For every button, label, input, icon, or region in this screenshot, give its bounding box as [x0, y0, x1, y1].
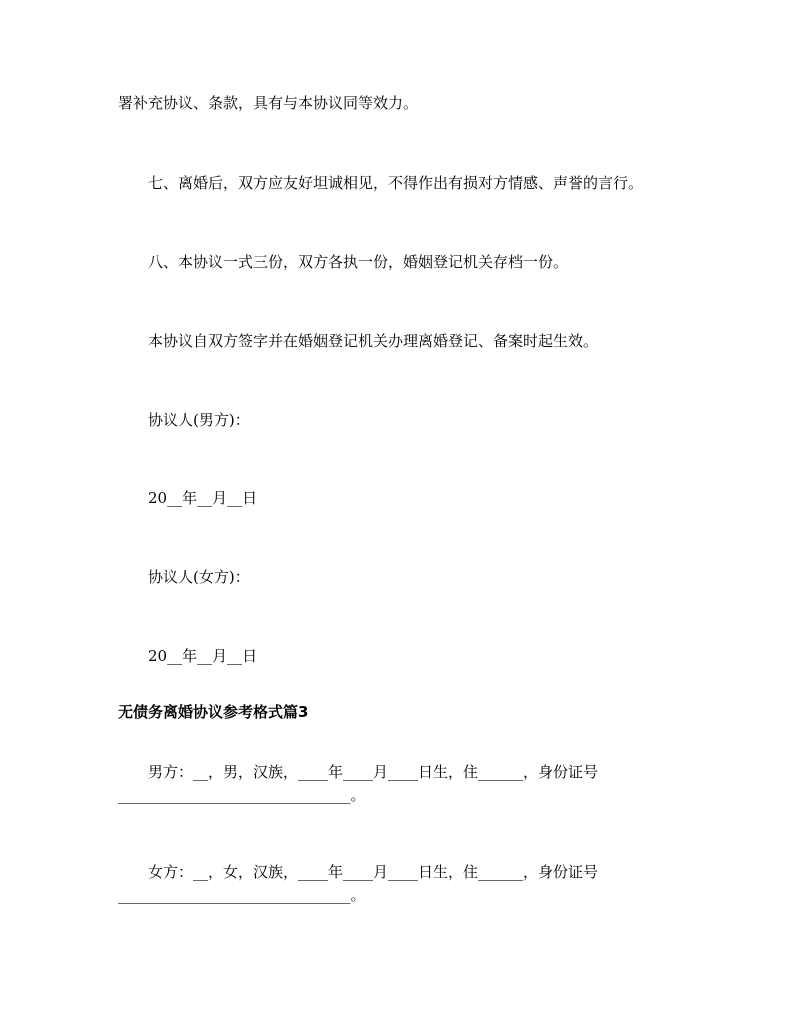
clause-8: 八、本协议一式三份，双方各执一份，婚姻登记机关存档一份。 — [148, 253, 569, 271]
signature-date-male: 20__年__月__日 — [148, 489, 258, 507]
male-party-line-2: _______________________________。 — [118, 786, 366, 804]
female-party-line-2: _______________________________。 — [118, 886, 366, 904]
signature-date-female: 20__年__月__日 — [148, 647, 258, 665]
signer-female-label: 协议人(女方)： — [148, 568, 250, 586]
clause-7: 七、离婚后，双方应友好坦诚相见，不得作出有损对方情感、声誉的言行。 — [148, 174, 644, 192]
male-party-line-1: 男方：__，男，汉族，____年____月____日生，住______，身份证号 — [148, 763, 599, 781]
section-heading: 无债务离婚协议参考格式篇3 — [118, 703, 309, 721]
signer-male-label: 协议人(男方)： — [148, 411, 250, 429]
female-party-line-1: 女方：__，女，汉族，____年____月____日生，住______，身份证号 — [148, 863, 599, 881]
paragraph-continuation: 署补充协议、条款，具有与本协议同等效力。 — [118, 94, 419, 112]
effective-clause: 本协议自双方签字并在婚姻登记机关办理离婚登记、备案时起生效。 — [148, 332, 599, 350]
